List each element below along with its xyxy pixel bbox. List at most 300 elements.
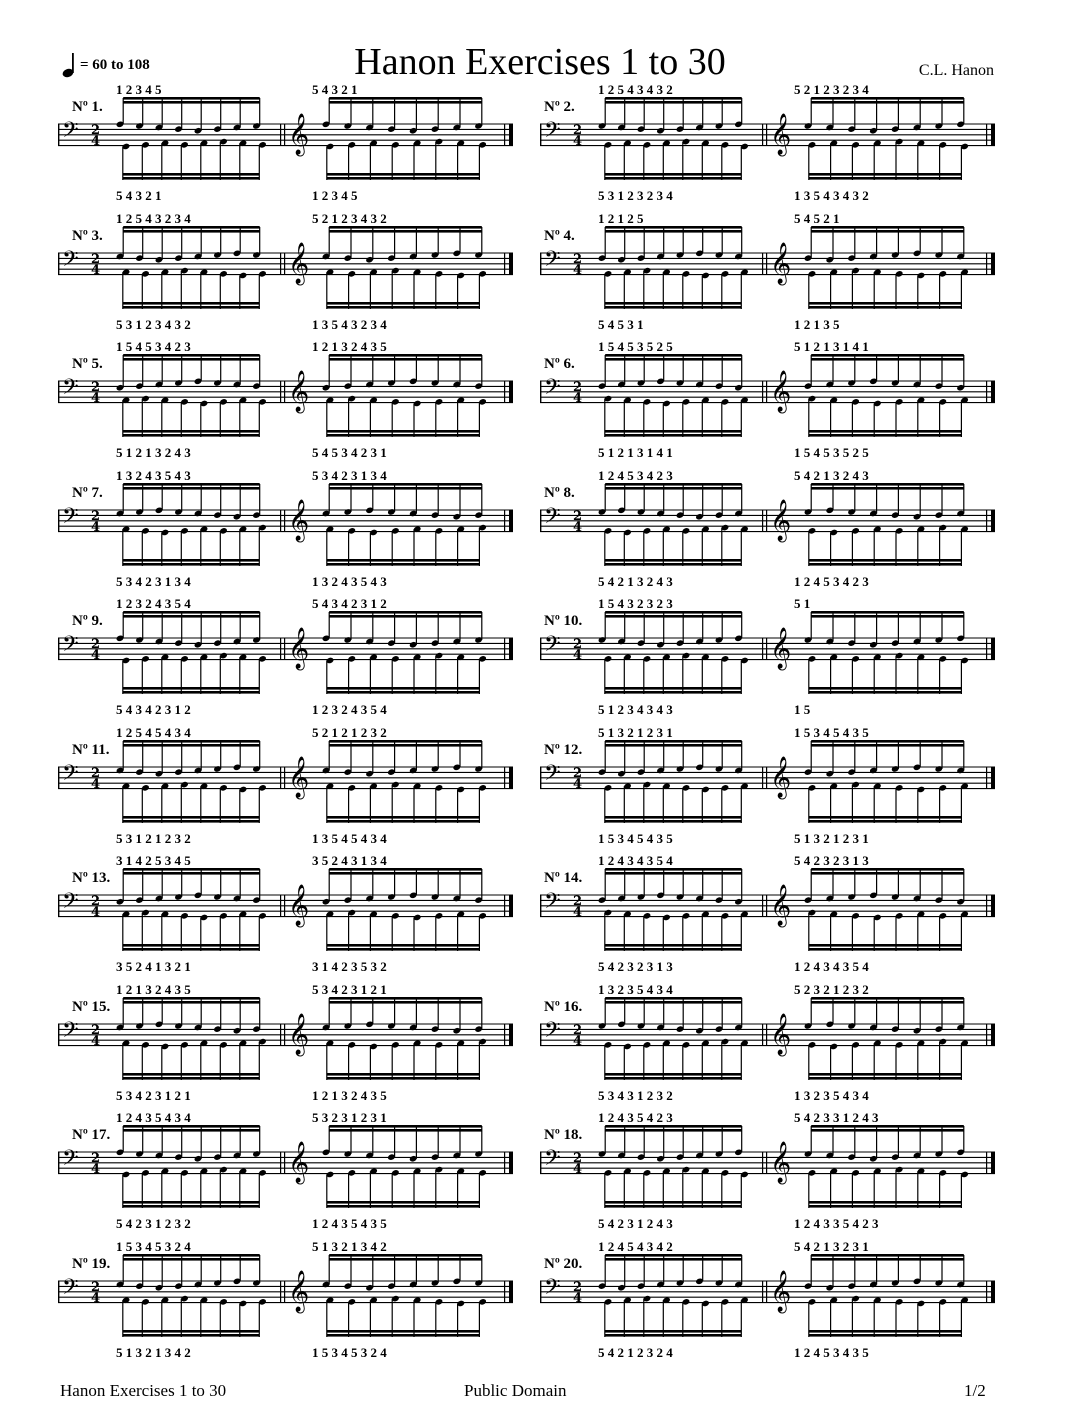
double-barline	[284, 124, 285, 146]
treble-clef-icon: 𝄞	[770, 1270, 792, 1312]
time-signature: 4	[573, 134, 583, 149]
fingering-ru: 1 2 5 4 3 4 3 2	[598, 82, 673, 97]
beam	[123, 230, 260, 233]
beam	[123, 302, 259, 305]
double-barline	[280, 895, 281, 917]
beam	[123, 691, 259, 694]
double-barline	[766, 1024, 767, 1046]
double-barline	[762, 1152, 763, 1174]
final-barline	[986, 510, 987, 532]
exercise-number: Nº 2.	[544, 99, 575, 115]
time-signature: 4	[91, 905, 101, 920]
double-barline	[762, 253, 763, 275]
time-signature: 2	[91, 637, 101, 652]
exercise-block	[58, 1112, 528, 1240]
beam	[123, 177, 259, 180]
final-barline	[986, 1024, 987, 1046]
exercise-number: Nº 17.	[72, 1127, 111, 1143]
fingering-ru: 1 5 4 5 3 5 2 5	[598, 339, 673, 354]
beam	[605, 563, 742, 566]
time-signature: 2	[573, 123, 583, 138]
beam	[605, 691, 742, 694]
bass-clef-icon: 𝄢	[62, 375, 79, 405]
time-signature: 4	[91, 1033, 101, 1049]
exercise-number: Nº 7.	[72, 484, 103, 501]
final-barline	[504, 253, 505, 275]
barline	[58, 510, 59, 532]
fingering-ru: 1 2 5 4 5 4 3 4	[116, 724, 191, 740]
beam	[123, 1073, 259, 1076]
double-barline	[766, 895, 767, 917]
beam	[327, 430, 480, 433]
fingering-rd: 5 1 2 1 3 1 4 1	[598, 445, 673, 460]
time-signature: 4	[573, 391, 583, 406]
exercise-number: Nº 14.	[544, 870, 583, 886]
time-signature: 2	[91, 1151, 101, 1166]
beam	[327, 173, 480, 176]
treble-clef-icon: 𝄞	[288, 1142, 310, 1183]
beam	[123, 1205, 259, 1208]
time-signature: 2	[91, 1022, 101, 1038]
composer: C.L. Hanon	[918, 62, 994, 79]
barline	[540, 510, 541, 532]
time-signature: 4	[573, 262, 583, 278]
final-barline	[509, 124, 513, 146]
treble-clef-icon: 𝄞	[770, 885, 792, 926]
beam	[123, 820, 259, 823]
fingering-rd: 5 1 2 3 4 3 4 3	[598, 702, 673, 717]
fingering-rd: 5 4 2 3 1 2 3 2	[116, 1216, 191, 1231]
beam	[605, 358, 742, 361]
bass-clef-icon: 𝄢	[62, 760, 79, 791]
fingering-rd: 1 5 3 4 5 4 3 5	[598, 830, 673, 846]
final-barline	[504, 124, 505, 146]
fingering-rd: 5 4 3 4 2 3 1 2	[116, 702, 191, 717]
fingering-lu: 5 2 3 2 1 2 3 2	[794, 981, 869, 997]
fingering-ru: 1 2 4 3 4 3 5 4	[598, 853, 673, 868]
final-barline	[991, 638, 995, 660]
exercise-block	[58, 1238, 528, 1369]
beam	[123, 434, 259, 437]
exercise-number: Nº 10.	[544, 613, 583, 629]
treble-clef-icon: 𝄞	[770, 242, 792, 284]
beam	[809, 1073, 962, 1076]
beam	[809, 173, 962, 176]
final-barline	[991, 767, 995, 789]
double-barline	[766, 253, 767, 275]
beam	[809, 559, 962, 562]
time-signature: 2	[91, 251, 101, 267]
beam	[809, 816, 962, 819]
fingering-rd: 3 5 2 4 1 3 2 1	[116, 959, 191, 974]
time-signature: 2	[91, 508, 101, 524]
beam	[809, 1334, 962, 1337]
time-signature: 4	[573, 1033, 583, 1049]
beam	[329, 1129, 482, 1132]
exercise-number: Nº 19.	[72, 1255, 111, 1272]
time-signature: 2	[91, 765, 101, 781]
final-barline	[986, 1281, 987, 1303]
exercise-number: Nº 4.	[544, 227, 575, 244]
beam	[811, 1129, 964, 1132]
time-signature: 4	[573, 905, 583, 920]
beam	[123, 1334, 259, 1337]
treble-clef-icon: 𝄞	[288, 242, 310, 284]
bass-clef-icon: 𝄢	[544, 1017, 561, 1048]
exercise-number: Nº 3.	[72, 227, 103, 244]
fingering-lu: 5 4 3 4 2 3 1 2	[312, 596, 387, 611]
double-barline	[284, 638, 285, 660]
exercise-block	[540, 341, 1010, 469]
beam	[329, 872, 482, 875]
treble-clef-icon: 𝄞	[770, 499, 792, 541]
beam	[329, 230, 482, 233]
time-signature: 4	[91, 262, 101, 278]
exercise-number: Nº 16.	[544, 998, 583, 1015]
treble-clef-icon: 𝄞	[770, 1142, 792, 1183]
exercise-block	[540, 467, 1010, 598]
fingering-ld: 1 3 5 4 3 2 3 4	[312, 316, 387, 332]
barline	[58, 1281, 59, 1303]
beam	[123, 1077, 259, 1080]
time-signature: 4	[573, 519, 583, 535]
fingering-rd: 5 4 2 3 1 2 4 3	[598, 1216, 673, 1231]
footer-title: Hanon Exercises 1 to 30	[60, 1381, 227, 1400]
exercise-block	[58, 724, 528, 855]
final-barline	[509, 767, 513, 789]
beam	[809, 434, 962, 437]
beam	[605, 820, 742, 823]
beam	[327, 1334, 480, 1337]
double-barline	[766, 1281, 767, 1303]
exercise-block	[540, 598, 1010, 726]
beam	[605, 173, 742, 176]
bass-clef-icon: 𝄢	[544, 632, 561, 662]
fingering-ld: 5 1 3 2 1 2 3 1	[794, 830, 869, 846]
barline	[540, 638, 541, 660]
bass-clef-icon: 𝄢	[62, 1146, 79, 1176]
beam	[123, 173, 259, 176]
exercise-block	[540, 724, 1010, 855]
beam	[811, 872, 964, 875]
fingering-rd: 5 3 4 3 1 2 3 2	[598, 1087, 673, 1103]
final-barline	[509, 1281, 513, 1303]
fingering-ru: 1 2 4 5 3 4 2 3	[598, 467, 673, 483]
fingering-ru: 1 2 3 2 4 3 5 4	[116, 596, 191, 611]
time-signature: 2	[91, 894, 101, 909]
fingering-lu: 5 1	[794, 596, 811, 611]
beam	[123, 559, 259, 562]
fingering-ru: 3 1 4 2 5 3 4 5	[116, 853, 191, 868]
beam	[809, 1077, 962, 1080]
fingering-rd: 5 4 5 3 1	[598, 316, 644, 332]
time-signature: 2	[91, 123, 101, 138]
fingering-ld: 1 2 1 3 5	[794, 316, 840, 332]
beam	[605, 306, 742, 309]
fingering-lu: 5 4 2 1 3 2 3 1	[794, 1238, 869, 1254]
double-barline	[280, 1024, 281, 1046]
double-barline	[762, 1281, 763, 1303]
final-barline	[986, 253, 987, 275]
barline	[540, 381, 541, 403]
fingering-ld: 1 2 1 3 2 4 3 5	[312, 1087, 387, 1103]
time-signature: 4	[91, 391, 101, 406]
beam	[605, 1201, 742, 1204]
final-barline	[986, 767, 987, 789]
beam	[123, 744, 260, 747]
fingering-lu: 3 5 2 4 3 1 3 4	[312, 853, 387, 868]
fingering-ld: 1 2 3 2 4 3 5 4	[312, 702, 387, 717]
double-barline	[280, 510, 281, 532]
beam	[123, 1129, 260, 1132]
double-barline	[280, 1152, 281, 1174]
fingering-lu: 5 4 5 2 1	[794, 210, 840, 226]
fingering-ru: 1 5 3 4 5 3 2 4	[116, 1238, 191, 1254]
barline	[540, 895, 541, 917]
beam	[605, 487, 742, 490]
final-barline	[986, 638, 987, 660]
treble-clef-icon: 𝄞	[288, 499, 310, 541]
fingering-lu: 5 4 2 3 2 3 1 3	[794, 853, 869, 868]
final-barline	[504, 510, 505, 532]
fingering-ru: 5 1 3 2 1 2 3 1	[598, 724, 673, 740]
treble-clef-icon: 𝄞	[288, 1270, 310, 1312]
final-barline	[504, 1152, 505, 1174]
bass-clef-icon: 𝄢	[62, 503, 79, 534]
fingering-ld: 1 3 2 3 5 4 3 4	[794, 1087, 869, 1103]
bass-clef-icon: 𝄢	[62, 889, 79, 919]
beam	[123, 872, 260, 875]
beam	[811, 358, 964, 361]
barline	[540, 124, 541, 146]
final-barline	[504, 767, 505, 789]
barline	[540, 767, 541, 789]
beam	[605, 101, 742, 104]
fingering-lu: 5 2 1 2 3 2 3 4	[794, 82, 869, 97]
beam	[123, 358, 260, 361]
time-signature: 2	[573, 251, 583, 267]
fingering-ld: 1 2 4 3 3 5 4 2 3	[794, 1216, 879, 1231]
exercise-block	[58, 981, 528, 1112]
double-barline	[284, 1281, 285, 1303]
fingering-ld: 1 2 3 4 5	[312, 188, 358, 203]
fingering-ld: 1 2 4 3 5 4 3 5	[312, 1216, 387, 1231]
fingering-ld: 1 2 4 5 3 4 3 5	[794, 1344, 869, 1360]
final-barline	[509, 1024, 513, 1046]
exercise-number: Nº 9.	[72, 613, 103, 629]
beam	[811, 1258, 964, 1261]
double-barline	[762, 895, 763, 917]
beam	[123, 615, 260, 618]
beam	[811, 611, 964, 614]
barline	[58, 1152, 59, 1174]
time-signature: 2	[573, 1279, 583, 1295]
barline	[58, 1024, 59, 1046]
beam	[327, 1077, 480, 1080]
beam	[327, 944, 480, 947]
treble-clef-icon: 𝄞	[770, 114, 792, 155]
barline	[540, 1152, 541, 1174]
time-signature: 2	[573, 380, 583, 395]
beam	[327, 1201, 480, 1204]
beam	[809, 1201, 962, 1204]
barline	[58, 767, 59, 789]
double-barline	[766, 510, 767, 532]
beam	[811, 230, 964, 233]
beam	[605, 1334, 742, 1337]
beam	[123, 430, 259, 433]
final-barline	[991, 895, 995, 917]
beam	[809, 177, 962, 180]
time-signature: 2	[573, 765, 583, 781]
double-barline	[766, 638, 767, 660]
beam	[811, 101, 964, 104]
beam	[605, 948, 742, 951]
beam	[605, 744, 742, 747]
double-barline	[766, 767, 767, 789]
fingering-lu: 5 3 4 2 3 1 3 4	[312, 467, 387, 483]
beam	[329, 1001, 482, 1004]
bass-clef-icon: 𝄢	[544, 503, 561, 534]
final-barline	[504, 638, 505, 660]
fingering-lu: 5 4 2 3 3 1 2 4 3	[794, 1110, 879, 1125]
time-signature: 2	[573, 1151, 583, 1166]
time-signature: 2	[573, 637, 583, 652]
beam	[809, 948, 962, 951]
beam	[329, 487, 482, 490]
exercise-block	[58, 210, 528, 341]
beam	[327, 691, 480, 694]
beam	[123, 944, 259, 947]
fingering-rd: 5 4 3 2 1	[116, 188, 162, 203]
double-barline	[284, 767, 285, 789]
final-barline	[509, 510, 513, 532]
fingering-ld: 5 4 5 3 4 2 3 1	[312, 445, 387, 460]
exercise-block	[58, 467, 528, 598]
beam	[123, 948, 259, 951]
beam	[327, 820, 480, 823]
beam	[809, 820, 962, 823]
exercise-number: Nº 15.	[72, 998, 111, 1015]
beam	[123, 101, 260, 104]
beam	[329, 615, 482, 618]
exercise-block	[540, 84, 1010, 212]
fingering-ld: 1 3 2 4 3 5 4 3	[312, 573, 387, 589]
bass-clef-icon: 𝄢	[544, 1274, 561, 1305]
treble-clef-icon: 𝄞	[288, 756, 310, 798]
beam	[605, 430, 742, 433]
time-signature: 4	[91, 776, 101, 792]
bass-clef-icon: 𝄢	[544, 246, 561, 277]
double-barline	[762, 1024, 763, 1046]
fingering-lu: 5 3 4 2 3 1 2 1	[312, 981, 387, 997]
time-signature: 4	[573, 1290, 583, 1306]
beam	[329, 101, 482, 104]
fingering-rd: 5 4 2 3 2 3 1 3	[598, 959, 673, 974]
fingering-ru: 1 2 4 3 5 4 3 4	[116, 1110, 191, 1125]
treble-clef-icon: 𝄞	[770, 1013, 792, 1055]
treble-clef-icon: 𝄞	[288, 371, 310, 412]
fingering-rd: 5 3 1 2 3 2 3 4	[598, 188, 673, 203]
fingering-ld: 1 2 4 3 4 3 5 4	[794, 959, 869, 974]
bass-clef-icon: 𝄢	[544, 375, 561, 405]
exercise-number: Nº 18.	[544, 1127, 583, 1143]
final-barline	[991, 253, 995, 275]
beam	[329, 744, 482, 747]
fingering-ru: 1 2 1 2 5	[598, 210, 644, 226]
final-barline	[509, 638, 513, 660]
treble-clef-icon: 𝄞	[288, 114, 310, 155]
time-signature: 4	[91, 1290, 101, 1306]
double-barline	[284, 253, 285, 275]
beam	[327, 306, 480, 309]
beam	[811, 487, 964, 490]
time-signature: 2	[573, 508, 583, 524]
final-barline	[991, 1152, 995, 1174]
fingering-ru: 1 2 3 4 5	[116, 82, 162, 97]
beam	[809, 1205, 962, 1208]
time-signature: 4	[573, 1162, 583, 1177]
bass-clef-icon: 𝄢	[62, 118, 79, 148]
fingering-rd: 5 3 1 2 3 4 3 2	[116, 316, 191, 332]
bass-clef-icon: 𝄢	[62, 1274, 79, 1305]
beam	[605, 1077, 742, 1080]
beam	[327, 434, 480, 437]
bass-clef-icon: 𝄢	[544, 118, 561, 148]
fingering-ru: 1 2 4 5 4 3 4 2	[598, 1238, 673, 1254]
fingering-lu: 1 2 1 3 2 4 3 5	[312, 339, 387, 354]
final-barline	[504, 1024, 505, 1046]
time-signature: 2	[573, 1022, 583, 1038]
beam	[329, 1258, 482, 1261]
fingering-lu: 5 4 3 2 1	[312, 82, 358, 97]
barline	[58, 895, 59, 917]
fingering-ld: 1 3 5 4 5 4 3 4	[312, 830, 387, 846]
double-barline	[284, 510, 285, 532]
page-number: 1/2	[964, 1381, 986, 1400]
barline	[58, 253, 59, 275]
time-signature: 4	[573, 648, 583, 663]
beam	[327, 687, 480, 690]
fingering-ru: 1 3 2 4 3 5 4 3	[116, 467, 191, 483]
treble-clef-icon: 𝄞	[770, 628, 792, 669]
beam	[605, 1129, 742, 1132]
exercise-block	[58, 341, 528, 469]
double-barline	[762, 381, 763, 403]
final-barline	[509, 895, 513, 917]
beam	[809, 563, 962, 566]
final-barline	[509, 1152, 513, 1174]
exercise-number: Nº 20.	[544, 1255, 583, 1272]
fingering-ld: 1 2 4 5 3 4 2 3	[794, 573, 869, 589]
fingering-ru: 1 5 4 5 3 4 2 3	[116, 339, 191, 354]
exercise-block	[540, 1112, 1010, 1240]
time-signature: 2	[573, 894, 583, 909]
barline	[58, 381, 59, 403]
beam	[123, 563, 259, 566]
beam	[605, 1073, 742, 1076]
final-barline	[991, 1024, 995, 1046]
beam	[811, 744, 964, 747]
final-barline	[991, 510, 995, 532]
beam	[811, 615, 964, 618]
beam	[123, 487, 260, 490]
exercise-block	[58, 598, 528, 726]
barline	[540, 1024, 541, 1046]
double-barline	[766, 124, 767, 146]
final-barline	[991, 381, 995, 403]
bass-clef-icon: 𝄢	[62, 1017, 79, 1048]
